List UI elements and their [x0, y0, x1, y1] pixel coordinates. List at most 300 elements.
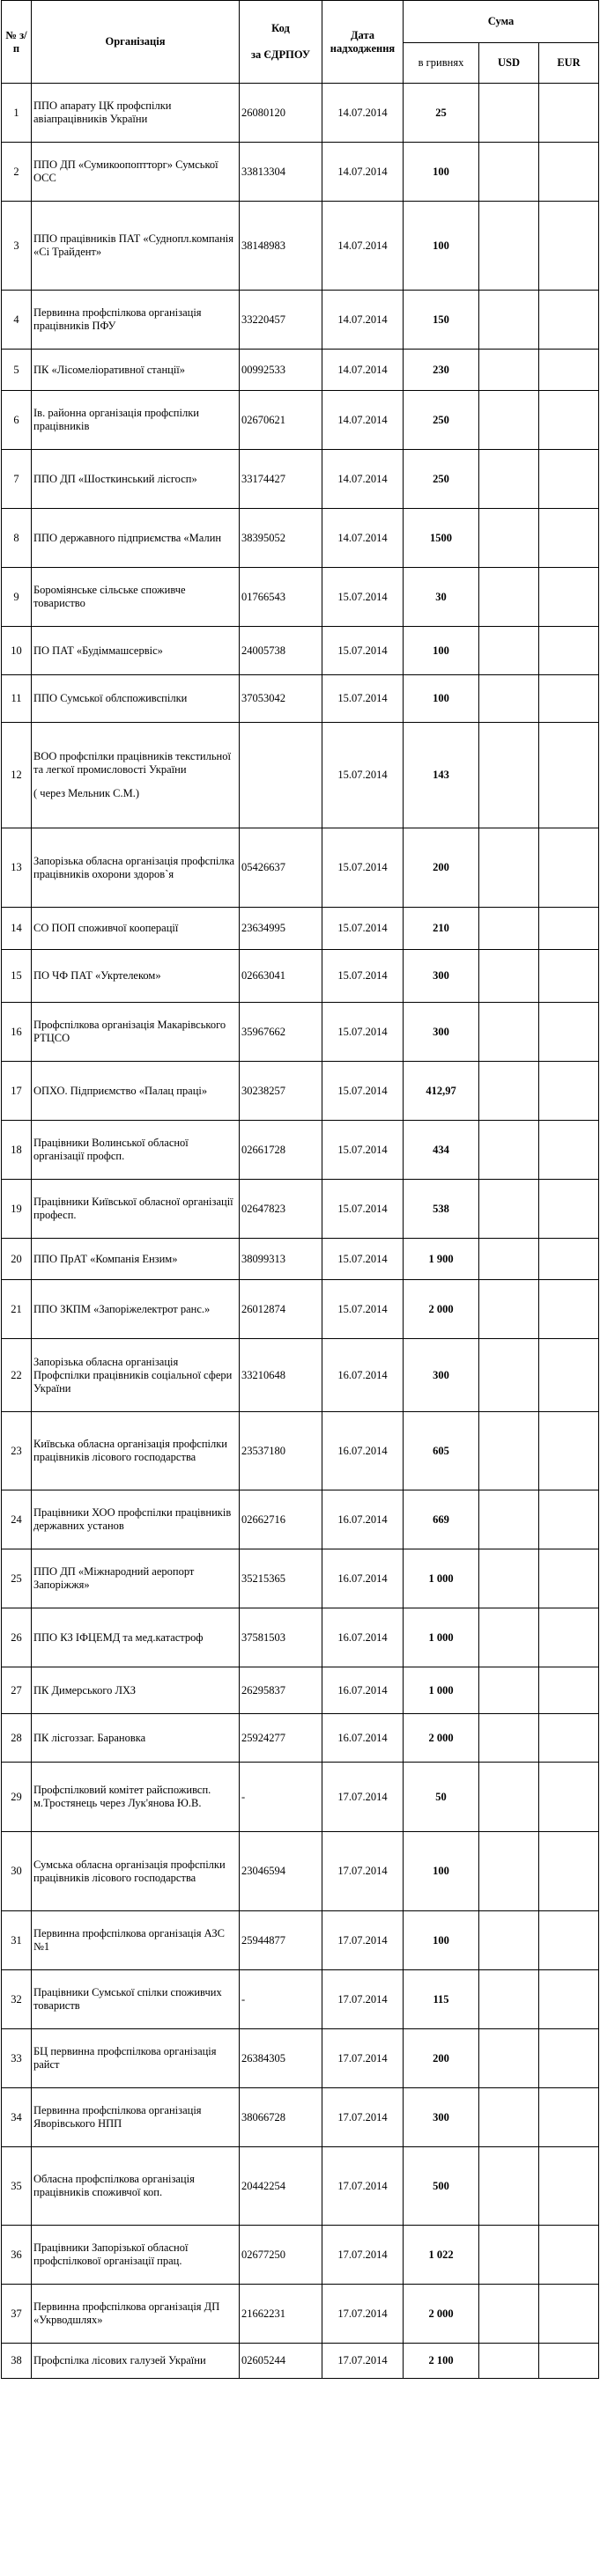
table-row: [2, 1549, 599, 1608]
cell-number: 35: [2, 2147, 32, 2226]
cell-amount-eur: [539, 2029, 599, 2088]
cell-number: 27: [2, 1667, 32, 1714]
cell-organization: ППО КЗ ІФЦЕМД та мед.катастроф: [32, 1608, 240, 1667]
header-usd: USD: [479, 43, 539, 84]
cell-date: 15.07.2014: [322, 723, 404, 828]
table-row: [2, 1280, 599, 1339]
cell-number: 5: [2, 350, 32, 391]
cell-edrpou-code: 26012874: [240, 1280, 322, 1339]
cell-edrpou-code: 02663041: [240, 950, 322, 1003]
cell-number: 28: [2, 1714, 32, 1763]
cell-amount-uah: 210: [404, 908, 479, 950]
cell-number: 14: [2, 908, 32, 950]
cell-amount-uah: 434: [404, 1121, 479, 1180]
cell-organization: ПО ЧФ ПАТ «Укртелеком»: [32, 950, 240, 1003]
cell-amount-eur: [539, 1280, 599, 1339]
cell-amount-eur: [539, 1490, 599, 1549]
cell-number: 3: [2, 202, 32, 291]
cell-date: 14.07.2014: [322, 391, 404, 450]
cell-organization: Ів. районна організація профспілки працівників: [32, 391, 240, 450]
cell-date: 17.07.2014: [322, 2088, 404, 2147]
cell-edrpou-code: 38395052: [240, 509, 322, 568]
table-row: [2, 1608, 599, 1667]
cell-number: 33: [2, 2029, 32, 2088]
cell-organization: Бороміянське сільське споживче товариство: [32, 568, 240, 627]
cell-amount-eur: [539, 627, 599, 675]
cell-edrpou-code: 00992533: [240, 350, 322, 391]
cell-amount-eur: [539, 2226, 599, 2285]
cell-amount-eur: [539, 2088, 599, 2147]
cell-amount-eur: [539, 1180, 599, 1239]
table-row: [2, 2226, 599, 2285]
cell-organization: Працівники Київської обласної організації професп.: [32, 1180, 240, 1239]
cell-edrpou-code: 38066728: [240, 2088, 322, 2147]
header-organization: Організація: [32, 1, 240, 84]
cell-number: 34: [2, 2088, 32, 2147]
cell-edrpou-code: 05426637: [240, 828, 322, 908]
cell-organization: Первинна профспілкова організація працівників ПФУ: [32, 291, 240, 350]
cell-amount-uah: 300: [404, 2088, 479, 2147]
cell-organization: ППО апарату ЦК профспілки авіапрацівників України: [32, 84, 240, 143]
cell-date: 15.07.2014: [322, 1280, 404, 1339]
cell-date: 14.07.2014: [322, 350, 404, 391]
header-uah: в гривнях: [404, 43, 479, 84]
cell-date: 15.07.2014: [322, 627, 404, 675]
cell-amount-usd: [479, 2226, 539, 2285]
cell-amount-usd: [479, 1667, 539, 1714]
table-row: [2, 2344, 599, 2379]
cell-amount-eur: [539, 1714, 599, 1763]
cell-amount-uah: 150: [404, 291, 479, 350]
cell-amount-uah: 100: [404, 143, 479, 202]
cell-amount-usd: [479, 1832, 539, 1911]
cell-edrpou-code: 21662231: [240, 2285, 322, 2344]
cell-amount-uah: 200: [404, 2029, 479, 2088]
cell-amount-usd: [479, 2344, 539, 2379]
cell-number: 12: [2, 723, 32, 828]
cell-edrpou-code: 02605244: [240, 2344, 322, 2379]
cell-organization: ППО державного підприємства «Малин: [32, 509, 240, 568]
cell-amount-uah: 300: [404, 1003, 479, 1062]
cell-number: 38: [2, 2344, 32, 2379]
cell-amount-eur: [539, 202, 599, 291]
cell-amount-eur: [539, 675, 599, 723]
cell-number: 30: [2, 1832, 32, 1911]
cell-edrpou-code: 37581503: [240, 1608, 322, 1667]
table-row: [2, 723, 599, 828]
cell-amount-eur: [539, 2147, 599, 2226]
header-code-line2: за ЄДРПОУ: [250, 48, 311, 61]
cell-amount-usd: [479, 1180, 539, 1239]
donations-table: [1, 0, 599, 2379]
table-row: [2, 143, 599, 202]
cell-amount-usd: [479, 828, 539, 908]
cell-amount-uah: 605: [404, 1412, 479, 1490]
table-row: [2, 2285, 599, 2344]
cell-number: 13: [2, 828, 32, 908]
cell-amount-uah: 2 000: [404, 1714, 479, 1763]
table-row: [2, 1832, 599, 1911]
table-row: [2, 1970, 599, 2029]
table-row: [2, 568, 599, 627]
cell-edrpou-code: 25924277: [240, 1714, 322, 1763]
cell-amount-usd: [479, 1280, 539, 1339]
cell-amount-eur: [539, 1003, 599, 1062]
cell-edrpou-code: -: [240, 1763, 322, 1832]
cell-amount-uah: 300: [404, 950, 479, 1003]
table-row: [2, 908, 599, 950]
cell-date: 17.07.2014: [322, 2344, 404, 2379]
cell-amount-eur: [539, 1412, 599, 1490]
cell-number: 18: [2, 1121, 32, 1180]
cell-number: 19: [2, 1180, 32, 1239]
table-row: [2, 1180, 599, 1239]
header-code-line1: Код: [271, 22, 290, 34]
header-sum: Сума: [404, 1, 599, 43]
table-row: [2, 1062, 599, 1121]
cell-amount-eur: [539, 143, 599, 202]
cell-edrpou-code: 02647823: [240, 1180, 322, 1239]
cell-number: 26: [2, 1608, 32, 1667]
cell-date: 15.07.2014: [322, 828, 404, 908]
cell-date: 14.07.2014: [322, 509, 404, 568]
cell-edrpou-code: 33174427: [240, 450, 322, 509]
cell-date: 15.07.2014: [322, 1003, 404, 1062]
cell-number: 29: [2, 1763, 32, 1832]
table-row: [2, 2029, 599, 2088]
cell-amount-usd: [479, 1239, 539, 1280]
cell-organization: Первинна профспілкова організація Яворівського НПП: [32, 2088, 240, 2147]
cell-edrpou-code: 20442254: [240, 2147, 322, 2226]
cell-edrpou-code: 24005738: [240, 627, 322, 675]
cell-date: 17.07.2014: [322, 1970, 404, 2029]
cell-edrpou-code: 02670621: [240, 391, 322, 450]
cell-amount-usd: [479, 509, 539, 568]
cell-amount-usd: [479, 1062, 539, 1121]
cell-amount-usd: [479, 1549, 539, 1608]
cell-amount-uah: 100: [404, 1832, 479, 1911]
cell-number: 11: [2, 675, 32, 723]
cell-amount-usd: [479, 627, 539, 675]
cell-edrpou-code: 26295837: [240, 1667, 322, 1714]
table-row: [2, 1239, 599, 1280]
cell-organization: ПО ПАТ «Будіммашсервіс»: [32, 627, 240, 675]
cell-number: 16: [2, 1003, 32, 1062]
cell-edrpou-code: 26384305: [240, 2029, 322, 2088]
cell-amount-uah: 412,97: [404, 1062, 479, 1121]
table-row: [2, 84, 599, 143]
header-code: [240, 1, 322, 84]
cell-amount-uah: 100: [404, 675, 479, 723]
cell-amount-eur: [539, 723, 599, 828]
cell-amount-usd: [479, 2029, 539, 2088]
cell-edrpou-code: 01766543: [240, 568, 322, 627]
cell-number: 4: [2, 291, 32, 350]
cell-organization: ПК «Лісомеліоративної станції»: [32, 350, 240, 391]
cell-date: 14.07.2014: [322, 143, 404, 202]
cell-amount-eur: [539, 84, 599, 143]
cell-date: 14.07.2014: [322, 450, 404, 509]
cell-amount-eur: [539, 1832, 599, 1911]
cell-amount-uah: 1 022: [404, 2226, 479, 2285]
table-row: [2, 1667, 599, 1714]
table-row: [2, 1490, 599, 1549]
cell-amount-eur: [539, 908, 599, 950]
cell-amount-usd: [479, 1763, 539, 1832]
cell-number: 10: [2, 627, 32, 675]
cell-amount-usd: [479, 1339, 539, 1412]
cell-number: 2: [2, 143, 32, 202]
table-row: [2, 1763, 599, 1832]
header-row-1: [2, 1, 599, 43]
cell-amount-eur: [539, 291, 599, 350]
cell-edrpou-code: 23537180: [240, 1412, 322, 1490]
cell-date: 14.07.2014: [322, 291, 404, 350]
cell-amount-eur: [539, 1549, 599, 1608]
table-row: [2, 828, 599, 908]
table-row: [2, 391, 599, 450]
cell-organization: ПК Димерського ЛХЗ: [32, 1667, 240, 1714]
cell-edrpou-code: 33210648: [240, 1339, 322, 1412]
cell-amount-usd: [479, 291, 539, 350]
cell-amount-usd: [479, 143, 539, 202]
cell-organization: Працівники Запорізької обласної профспілкової організації прац.: [32, 2226, 240, 2285]
cell-date: 17.07.2014: [322, 1832, 404, 1911]
cell-amount-uah: 143: [404, 723, 479, 828]
cell-amount-eur: [539, 1911, 599, 1970]
cell-amount-usd: [479, 450, 539, 509]
cell-date: 15.07.2014: [322, 1239, 404, 1280]
cell-date: 15.07.2014: [322, 1121, 404, 1180]
cell-amount-uah: 50: [404, 1763, 479, 1832]
cell-number: 9: [2, 568, 32, 627]
cell-amount-uah: 1500: [404, 509, 479, 568]
cell-amount-usd: [479, 950, 539, 1003]
cell-amount-usd: [479, 1490, 539, 1549]
table-row: [2, 675, 599, 723]
cell-amount-uah: 1 000: [404, 1549, 479, 1608]
cell-organization: Запорізька обласна організація Профспілки працівників соціальної сфери України: [32, 1339, 240, 1412]
cell-date: 16.07.2014: [322, 1490, 404, 1549]
cell-organization: ОПХО. Підприємство «Палац праці»: [32, 1062, 240, 1121]
cell-amount-eur: [539, 1339, 599, 1412]
cell-amount-usd: [479, 675, 539, 723]
cell-edrpou-code: 23046594: [240, 1832, 322, 1911]
cell-edrpou-code: 02662716: [240, 1490, 322, 1549]
cell-amount-usd: [479, 202, 539, 291]
table-row: [2, 1339, 599, 1412]
cell-amount-uah: 2 000: [404, 1280, 479, 1339]
cell-date: 16.07.2014: [322, 1549, 404, 1608]
cell-number: 1: [2, 84, 32, 143]
cell-amount-uah: 30: [404, 568, 479, 627]
table-row: [2, 1121, 599, 1180]
cell-organization: ППО ЗКПМ «Запоріжелектрот ранс.»: [32, 1280, 240, 1339]
organization-name: ВОО профспілки працівників текстильної та легкої промисловості України: [33, 750, 231, 776]
cell-organization: Первинна профспілкова організація ДП «Укрводшлях»: [32, 2285, 240, 2344]
table-row: [2, 1714, 599, 1763]
table-row: [2, 1003, 599, 1062]
cell-edrpou-code: 25944877: [240, 1911, 322, 1970]
cell-number: 15: [2, 950, 32, 1003]
cell-edrpou-code: 30238257: [240, 1062, 322, 1121]
cell-edrpou-code: [240, 723, 322, 828]
cell-number: 7: [2, 450, 32, 509]
cell-organization: ППО ДП «Міжнародний аеропорт Запоріжжя»: [32, 1549, 240, 1608]
cell-edrpou-code: 33813304: [240, 143, 322, 202]
cell-amount-uah: 1 900: [404, 1239, 479, 1280]
cell-date: 16.07.2014: [322, 1608, 404, 1667]
cell-date: 16.07.2014: [322, 1667, 404, 1714]
cell-amount-eur: [539, 1062, 599, 1121]
cell-date: 16.07.2014: [322, 1412, 404, 1490]
cell-amount-uah: 100: [404, 627, 479, 675]
cell-organization: Запорізька обласна організація профспілка працівників охорони здоров`я: [32, 828, 240, 908]
cell-date: 16.07.2014: [322, 1714, 404, 1763]
cell-date: 14.07.2014: [322, 84, 404, 143]
cell-edrpou-code: -: [240, 1970, 322, 2029]
cell-edrpou-code: 26080120: [240, 84, 322, 143]
cell-amount-eur: [539, 828, 599, 908]
cell-amount-usd: [479, 2147, 539, 2226]
cell-organization: Працівники Сумської спілки споживчих товариств: [32, 1970, 240, 2029]
cell-amount-uah: 669: [404, 1490, 479, 1549]
cell-date: 14.07.2014: [322, 202, 404, 291]
cell-number: 37: [2, 2285, 32, 2344]
cell-organization: Київська обласна організація профспілки працівників лісового господарства: [32, 1412, 240, 1490]
cell-organization: СО ПОП споживчої кооперації: [32, 908, 240, 950]
cell-organization: ППО ПрАТ «Компанія Ензим»: [32, 1239, 240, 1280]
cell-amount-eur: [539, 2285, 599, 2344]
cell-amount-usd: [479, 1412, 539, 1490]
cell-organization: Профспілкова організація Макарівського РТЦСО: [32, 1003, 240, 1062]
table-row: [2, 291, 599, 350]
table-row: [2, 202, 599, 291]
organization-note: ( через Мельник С.М.): [33, 787, 140, 799]
cell-amount-uah: 1 000: [404, 1608, 479, 1667]
cell-amount-usd: [479, 1003, 539, 1062]
cell-amount-eur: [539, 1608, 599, 1667]
cell-amount-uah: 250: [404, 450, 479, 509]
cell-amount-usd: [479, 350, 539, 391]
cell-amount-uah: 100: [404, 202, 479, 291]
cell-organization: ППО Сумської облспоживспілки: [32, 675, 240, 723]
cell-edrpou-code: 35967662: [240, 1003, 322, 1062]
cell-amount-usd: [479, 723, 539, 828]
cell-amount-eur: [539, 1667, 599, 1714]
cell-amount-uah: 1 000: [404, 1667, 479, 1714]
cell-amount-eur: [539, 350, 599, 391]
cell-organization: ППО ДП «Сумикоопоптторг» Сумської ОСС: [32, 143, 240, 202]
cell-edrpou-code: 38148983: [240, 202, 322, 291]
cell-amount-usd: [479, 84, 539, 143]
table-row: [2, 450, 599, 509]
cell-amount-usd: [479, 2285, 539, 2344]
header-eur: EUR: [539, 43, 599, 84]
header-number: № з/п: [2, 1, 32, 84]
cell-amount-uah: 300: [404, 1339, 479, 1412]
cell-amount-eur: [539, 391, 599, 450]
cell-amount-eur: [539, 509, 599, 568]
cell-number: 6: [2, 391, 32, 450]
cell-amount-uah: 500: [404, 2147, 479, 2226]
cell-amount-usd: [479, 1714, 539, 1763]
cell-edrpou-code: 02661728: [240, 1121, 322, 1180]
cell-date: 16.07.2014: [322, 1339, 404, 1412]
cell-date: 15.07.2014: [322, 950, 404, 1003]
cell-edrpou-code: 38099313: [240, 1239, 322, 1280]
cell-organization: ППО працівників ПАТ «Суднопл.компанія «Сі Трайдент»: [32, 202, 240, 291]
cell-amount-usd: [479, 908, 539, 950]
cell-amount-eur: [539, 1970, 599, 2029]
cell-number: 24: [2, 1490, 32, 1549]
cell-number: 36: [2, 2226, 32, 2285]
cell-amount-eur: [539, 1121, 599, 1180]
cell-amount-uah: 2 100: [404, 2344, 479, 2379]
cell-organization: Профспілковий комітет райспоживсп. м.Тростянець через Лук'янова Ю.В.: [32, 1763, 240, 1832]
cell-organization: ППО ДП «Шосткинський лісгосп»: [32, 450, 240, 509]
cell-number: 31: [2, 1911, 32, 1970]
cell-date: 17.07.2014: [322, 1763, 404, 1832]
table-row: [2, 1412, 599, 1490]
cell-amount-uah: 200: [404, 828, 479, 908]
cell-number: 8: [2, 509, 32, 568]
table-row: [2, 627, 599, 675]
cell-number: 20: [2, 1239, 32, 1280]
cell-number: 25: [2, 1549, 32, 1608]
cell-organization: БЦ первинна профспілкова організація райст: [32, 2029, 240, 2088]
cell-date: 15.07.2014: [322, 1180, 404, 1239]
cell-amount-usd: [479, 1121, 539, 1180]
cell-amount-eur: [539, 568, 599, 627]
cell-date: 15.07.2014: [322, 908, 404, 950]
cell-amount-usd: [479, 1608, 539, 1667]
cell-date: 15.07.2014: [322, 1062, 404, 1121]
cell-date: 15.07.2014: [322, 675, 404, 723]
cell-date: 17.07.2014: [322, 2029, 404, 2088]
cell-amount-usd: [479, 568, 539, 627]
cell-edrpou-code: 35215365: [240, 1549, 322, 1608]
cell-organization: Працівники Волинської обласної організації профсп.: [32, 1121, 240, 1180]
cell-number: 21: [2, 1280, 32, 1339]
cell-edrpou-code: 23634995: [240, 908, 322, 950]
cell-organization: Профспілка лісових галузей України: [32, 2344, 240, 2379]
cell-amount-uah: 25: [404, 84, 479, 143]
cell-amount-eur: [539, 950, 599, 1003]
table-row: [2, 1911, 599, 1970]
cell-organization: Первинна профспілкова організація АЗС №1: [32, 1911, 240, 1970]
cell-amount-usd: [479, 1970, 539, 2029]
cell-organization: Обласна профспілкова організація працівників споживчої коп.: [32, 2147, 240, 2226]
cell-organization: [32, 723, 240, 828]
cell-amount-uah: 115: [404, 1970, 479, 2029]
cell-amount-uah: 100: [404, 1911, 479, 1970]
table-body: [2, 84, 599, 2379]
table-row: [2, 2088, 599, 2147]
cell-number: 32: [2, 1970, 32, 2029]
cell-organization: Сумська обласна організація профспілки працівників лісового господарства: [32, 1832, 240, 1911]
cell-organization: ПК лісгоззаг. Барановка: [32, 1714, 240, 1763]
cell-date: 15.07.2014: [322, 568, 404, 627]
cell-date: 17.07.2014: [322, 2147, 404, 2226]
cell-amount-eur: [539, 1763, 599, 1832]
cell-number: 17: [2, 1062, 32, 1121]
cell-amount-uah: 2 000: [404, 2285, 479, 2344]
cell-edrpou-code: 33220457: [240, 291, 322, 350]
cell-amount-uah: 230: [404, 350, 479, 391]
table-row: [2, 350, 599, 391]
table-row: [2, 2147, 599, 2226]
